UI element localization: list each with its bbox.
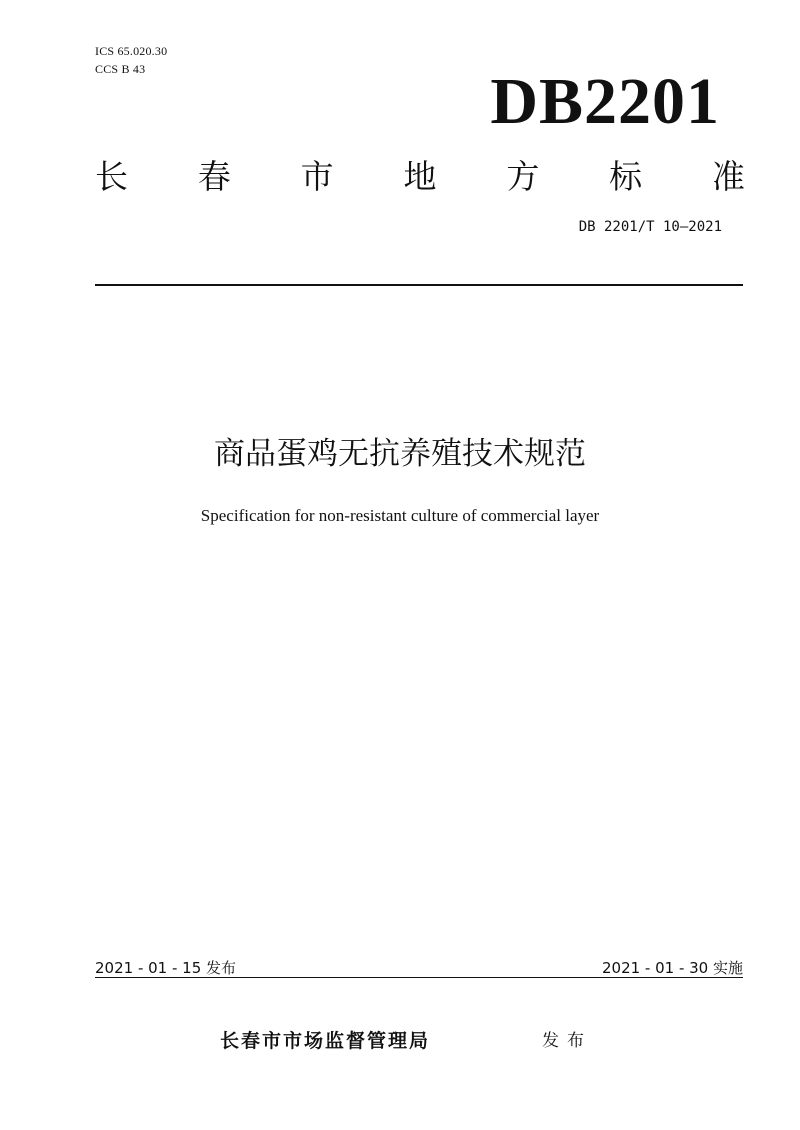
standard-type-char: 方 [506, 157, 540, 196]
issue-date: 2021 - 01 - 15 发布 [95, 959, 237, 977]
standard-type-char: 春 [197, 157, 231, 196]
standard-type-char: 准 [711, 157, 745, 196]
document-title-english: Specification for non-resistant culture of commercial layer [200, 506, 600, 525]
document-title-chinese: 商品蛋鸡无抗养殖技术规范 [214, 436, 586, 472]
standard-type-char: 市 [300, 157, 334, 196]
standard-type-char: 地 [403, 157, 437, 196]
standard-code: DB2201 [490, 65, 720, 138]
header-divider [95, 284, 743, 286]
publisher-name: 长春市市场监督管理局 [220, 1030, 431, 1052]
implementation-date: 2021 - 01 - 30 实施 [601, 959, 743, 977]
document-number: DB 2201/T 10—2021 [578, 219, 722, 235]
standard-type-char: 长 [95, 157, 128, 196]
publish-label: 发布 [542, 1031, 592, 1051]
standard-type-char: 标 [609, 157, 643, 196]
ccs-code: CCS B 43 [95, 62, 146, 76]
ics-code: ICS 65.020.30 [95, 44, 168, 58]
standard-type-heading [95, 155, 745, 199]
footer-divider [95, 977, 743, 978]
